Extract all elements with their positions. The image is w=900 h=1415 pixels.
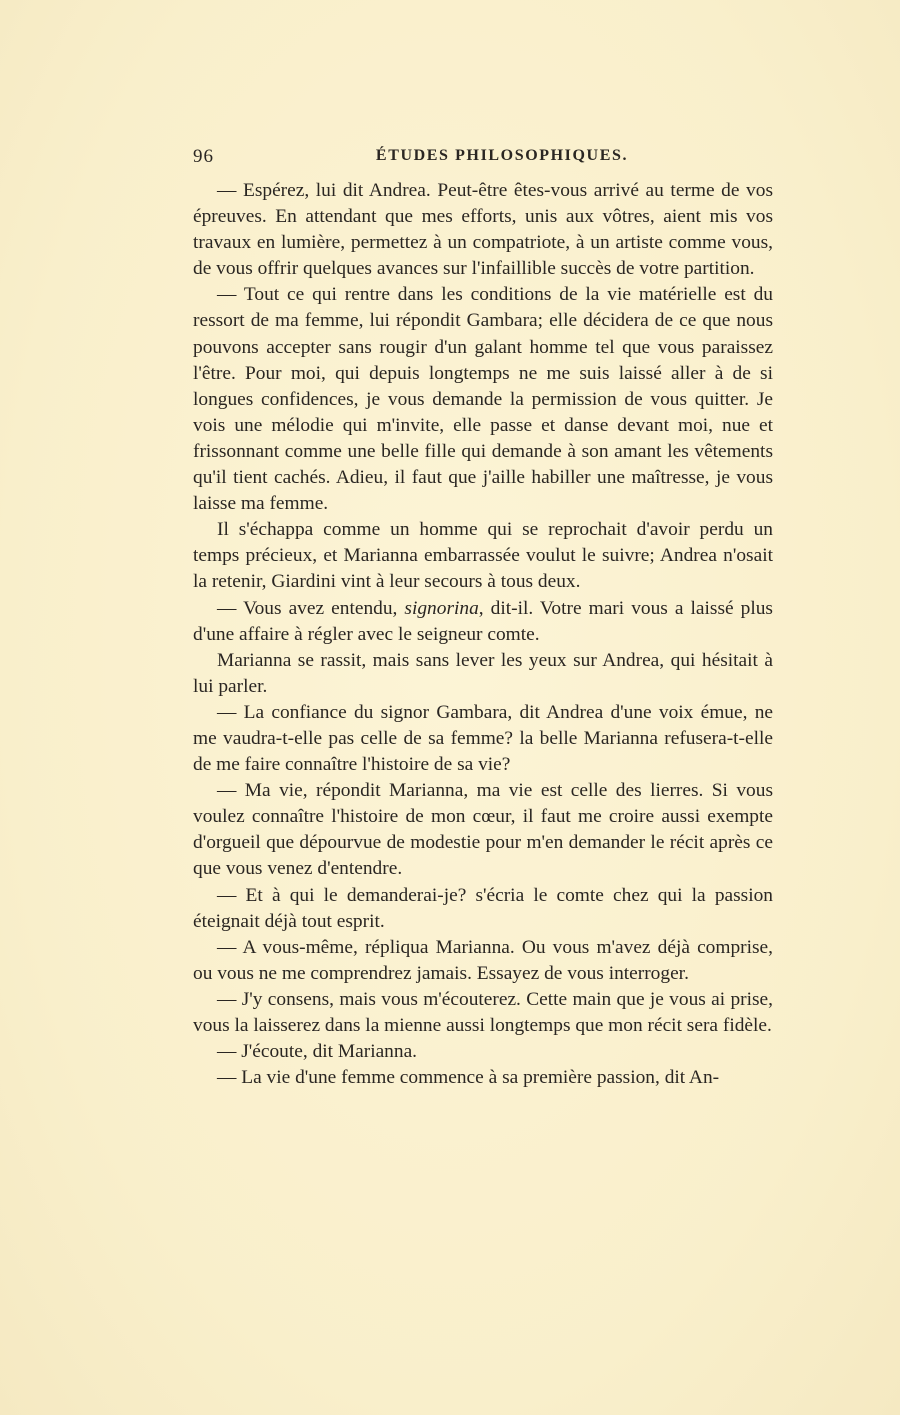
- paragraph-text: , dit-il. Votre mari vous a laissé plus d'une affaire à régler avec le seigneur comte.: [193, 597, 773, 645]
- paragraph: [193, 596, 773, 648]
- page-number: 96: [193, 146, 214, 167]
- paragraph: — J'y consens, mais vous m'écouterez. Cette main que je vous ai prise, vous la laisserez dans la mienne aussi longtemps que mon récit sera fidèle.: [193, 988, 773, 1036]
- paragraph-text: — Vous avez entendu,: [217, 597, 405, 619]
- paragraph: — La confiance du signor Gambara, dit Andrea d'une voix émue, ne me vaudra-t-elle pas celle de sa femme? la belle Marianna refusera-t-elle de me faire connaître l'histoire de sa vie?: [193, 701, 773, 776]
- paragraph: Marianna se rassit, mais sans lever les yeux sur Andrea, qui hésitait à lui parler.: [193, 649, 773, 697]
- page-header: [193, 146, 773, 172]
- paragraph: — A vous-même, répliqua Marianna. Ou vous m'avez déjà comprise, ou vous ne me comprendrez jamais. Essayez de vous interroger.: [193, 936, 773, 984]
- paragraph: — Ma vie, répondit Marianna, ma vie est celle des lierres. Si vous voulez connaître l'histoire de mon cœur, il faut me croire aussi exempte d'orgueil que dépourvue de modestie pour m'en demander le récit après ce que vous venez d'entendre.: [193, 780, 773, 880]
- paragraph: — La vie d'une femme commence à sa première passion, dit An-: [217, 1067, 720, 1089]
- paragraph: Il s'échappa comme un homme qui se reprochait d'avoir perdu un temps précieux, et Marianna embarrassée voulut le suivre; Andrea n'osait la retenir, Giardini vint à leur secours à tous deux.: [193, 519, 773, 593]
- body-text: [193, 178, 773, 1091]
- italic-word: signorina: [404, 597, 479, 619]
- paragraph: — Espérez, lui dit Andrea. Peut-être êtes-vous arrivé au terme de vos épreuves. En attendant que mes efforts, unis aux vôtres, aient mis vos travaux en lumière, permettez à un compatriote, à un artiste comme vous, de vous offrir quelques avances sur l'infaillible succès de votre partition.: [193, 180, 773, 280]
- paragraph: — Et à qui le demanderai-je? s'écria le comte chez qui la passion éteignait déjà tout esprit.: [193, 884, 773, 932]
- paragraph: — Tout ce qui rentre dans les conditions de la vie matérielle est du ressort de ma femme, lui répondit Gambara; elle décidera de ce que nous pouvons accepter sans rougir d'un galant homme tel que vous paraissez l'être. Pour moi, qui depuis longtemps ne me suis laissé aller à de si longues confidences, je vous demande la permission de vous quitter. Je vois une mélodie qui m'invite, elle passe et danse devant moi, nue et frissonnant comme une belle fille qui demande à son amant les vêtements qu'il tient cachés. Adieu, il faut que j'aille habiller une maîtresse, je vous laisse ma femme.: [193, 284, 773, 515]
- running-head: ÉTUDES PHILOSOPHIQUES.: [375, 147, 629, 164]
- paragraph: — J'écoute, dit Marianna.: [217, 1041, 418, 1063]
